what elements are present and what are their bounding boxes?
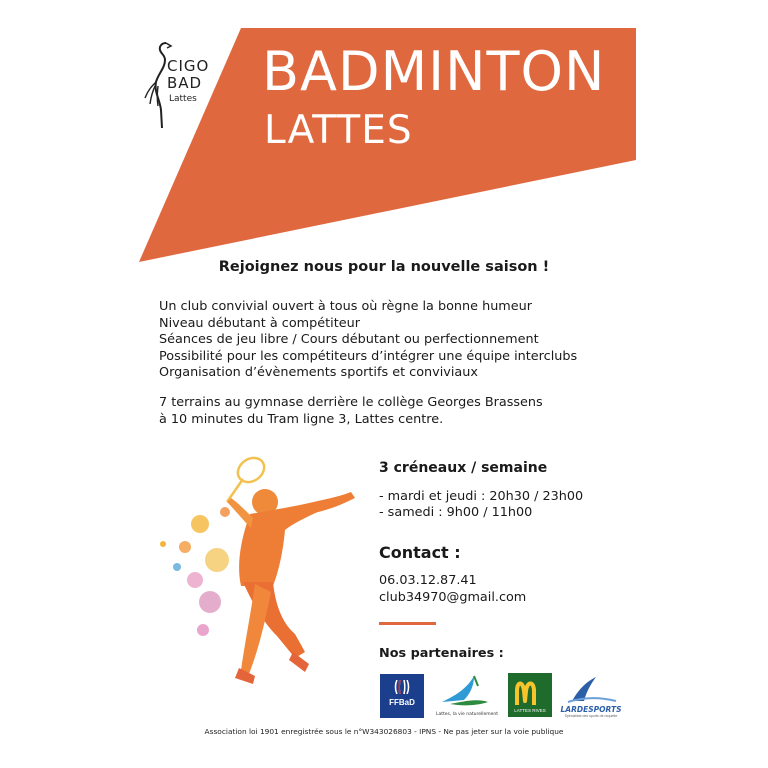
badminton-player-illustration bbox=[155, 452, 370, 717]
tagline: Rejoignez nous pour la nouvelle saison ! bbox=[218, 259, 550, 275]
schedule-slot: - mardi et jeudi : 20h30 / 23h00 bbox=[379, 489, 584, 504]
partners-title: Nos partenaires : bbox=[379, 646, 504, 661]
features-list bbox=[159, 299, 577, 382]
mcdonalds-caption: LATTES RIVES bbox=[514, 708, 546, 713]
logo-line-2: BAD bbox=[167, 74, 203, 92]
contact-email: club34970@gmail.com bbox=[379, 589, 527, 605]
lattes-wave-icon bbox=[432, 672, 502, 712]
larde-name: LARDESPORTS bbox=[560, 705, 622, 714]
page-subtitle: LATTES bbox=[264, 108, 413, 153]
footer-notice: Association loi 1901 enregistrée sous le n°W343026803 - IPNS - Ne pas jeter sur la voie publique bbox=[204, 727, 564, 736]
feature-line: Possibilité pour les compétiteurs d’intégrer une équipe interclubs bbox=[159, 348, 578, 364]
feature-line: Un club convivial ouvert à tous où règne la bonne humeur bbox=[159, 299, 533, 314]
location-line: à 10 minutes du Tram ligne 3, Lattes centre. bbox=[159, 411, 444, 427]
location-line: 7 terrains au gymnase derrière le collège Georges Brassens bbox=[159, 395, 543, 410]
logo-line-3: Lattes bbox=[169, 94, 197, 104]
larde-swoosh-icon bbox=[560, 673, 622, 705]
contact-title: Contact : bbox=[379, 543, 461, 562]
ffbad-label: FFBaD bbox=[389, 698, 415, 707]
ffbad-logo bbox=[380, 674, 424, 718]
page-title: BADMINTON bbox=[262, 40, 606, 103]
feature-line: Niveau débutant à compétiteur bbox=[159, 315, 360, 331]
contact-phone: 06.03.12.87.41 bbox=[379, 573, 477, 588]
schedule-title: 3 créneaux / semaine bbox=[379, 460, 548, 476]
feature-line: Séances de jeu libre / Cours débutant ou perfectionnement bbox=[159, 332, 539, 348]
lattes-caption: Lattes, la vie naturellement bbox=[435, 712, 499, 717]
larde-sports-logo bbox=[560, 673, 622, 719]
club-logo-text bbox=[167, 58, 209, 106]
feature-line: Organisation d’évènements sportifs et conviviaux bbox=[159, 365, 478, 381]
contact-info bbox=[379, 573, 526, 607]
section-divider bbox=[379, 622, 436, 625]
schedule-list bbox=[379, 489, 583, 521]
ffbad-feather-icon bbox=[394, 680, 410, 694]
location-info bbox=[159, 395, 543, 428]
logo-line-1: CIGO bbox=[167, 57, 210, 75]
mcdonalds-logo bbox=[508, 673, 552, 717]
larde-subtitle: Spécialiste des sports de raquette bbox=[564, 714, 618, 718]
schedule-slot: - samedi : 9h00 / 11h00 bbox=[379, 505, 533, 520]
lattes-logo bbox=[432, 672, 502, 722]
